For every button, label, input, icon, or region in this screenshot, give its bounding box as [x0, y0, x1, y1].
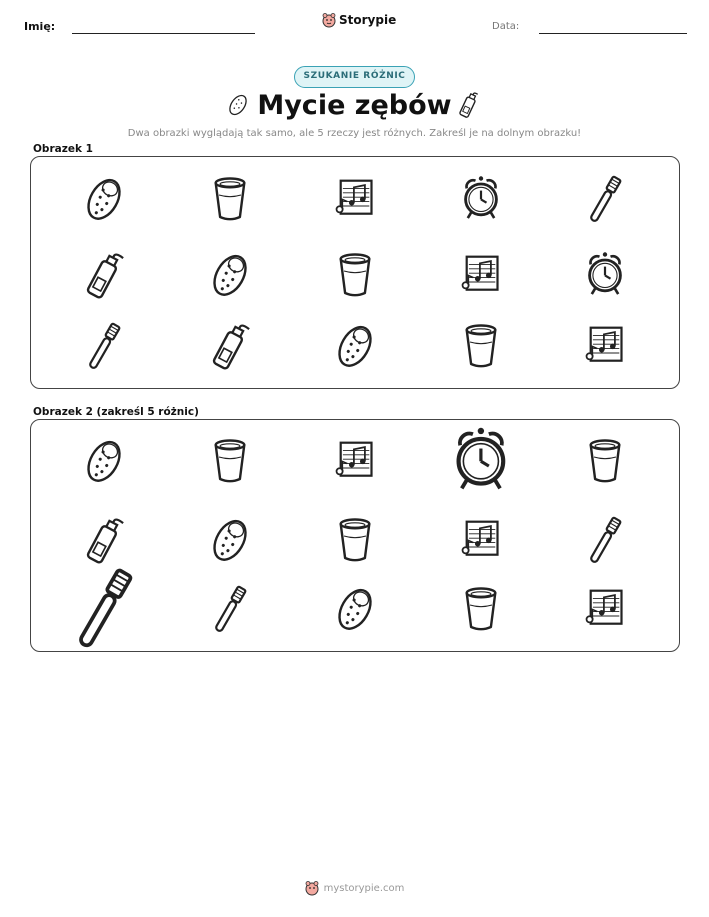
toothpaste-icon	[82, 249, 126, 302]
music-icon	[333, 173, 377, 226]
brush-icon[interactable]	[82, 435, 126, 488]
date-field[interactable]	[539, 33, 687, 34]
toothpaste-icon	[208, 320, 252, 373]
music-icon[interactable]	[459, 514, 503, 567]
brand-name: Storypie	[339, 13, 397, 27]
cup-icon[interactable]	[208, 435, 252, 488]
clock-icon[interactable]	[449, 423, 513, 500]
date-label: Data:	[492, 21, 520, 32]
toothbrush-icon	[583, 173, 627, 226]
toothbrush-icon[interactable]	[208, 583, 252, 636]
brush-icon	[333, 320, 377, 373]
footer-url: mystorypie.com	[323, 882, 405, 894]
cup-icon	[459, 320, 503, 373]
storypie-mascot-icon	[305, 880, 319, 896]
panel-1-label: Obrazek 1	[33, 143, 93, 155]
toothbrush-icon[interactable]	[67, 564, 142, 654]
worksheet-header	[0, 0, 709, 50]
music-icon[interactable]	[583, 583, 627, 636]
clock-icon	[583, 249, 627, 302]
brush-icon[interactable]	[333, 583, 377, 636]
brush-icon	[208, 249, 252, 302]
brush-icon[interactable]	[208, 514, 252, 567]
cup-icon	[333, 249, 377, 302]
cup-icon[interactable]	[583, 435, 627, 488]
page-title: Mycie zębów	[257, 90, 452, 121]
brush-icon	[82, 173, 126, 226]
toothpaste-icon	[455, 90, 481, 122]
instructions: Dwa obrazki wyglądają tak samo, ale 5 rzeczy jest różnych. Zakreśl je na dolnym obrazku!	[127, 128, 582, 139]
music-icon[interactable]	[333, 435, 377, 488]
activity-tag: SZUKANIE RÓŻNIC	[294, 66, 415, 88]
toothbrush-icon[interactable]	[583, 514, 627, 567]
toothbrush-icon	[82, 320, 126, 373]
storypie-mascot-icon	[322, 12, 336, 28]
clock-icon	[459, 173, 503, 226]
music-icon	[459, 249, 503, 302]
name-field[interactable]	[72, 33, 255, 34]
footer	[0, 880, 709, 896]
music-icon	[583, 320, 627, 373]
name-label: Imię:	[24, 20, 56, 33]
cup-icon[interactable]	[459, 583, 503, 636]
panel-2-label: Obrazek 2 (zakreśl 5 różnic)	[33, 406, 199, 418]
cup-icon[interactable]	[333, 514, 377, 567]
toothpaste-icon[interactable]	[82, 514, 126, 567]
cup-icon	[208, 173, 252, 226]
brand-logo	[322, 12, 396, 28]
